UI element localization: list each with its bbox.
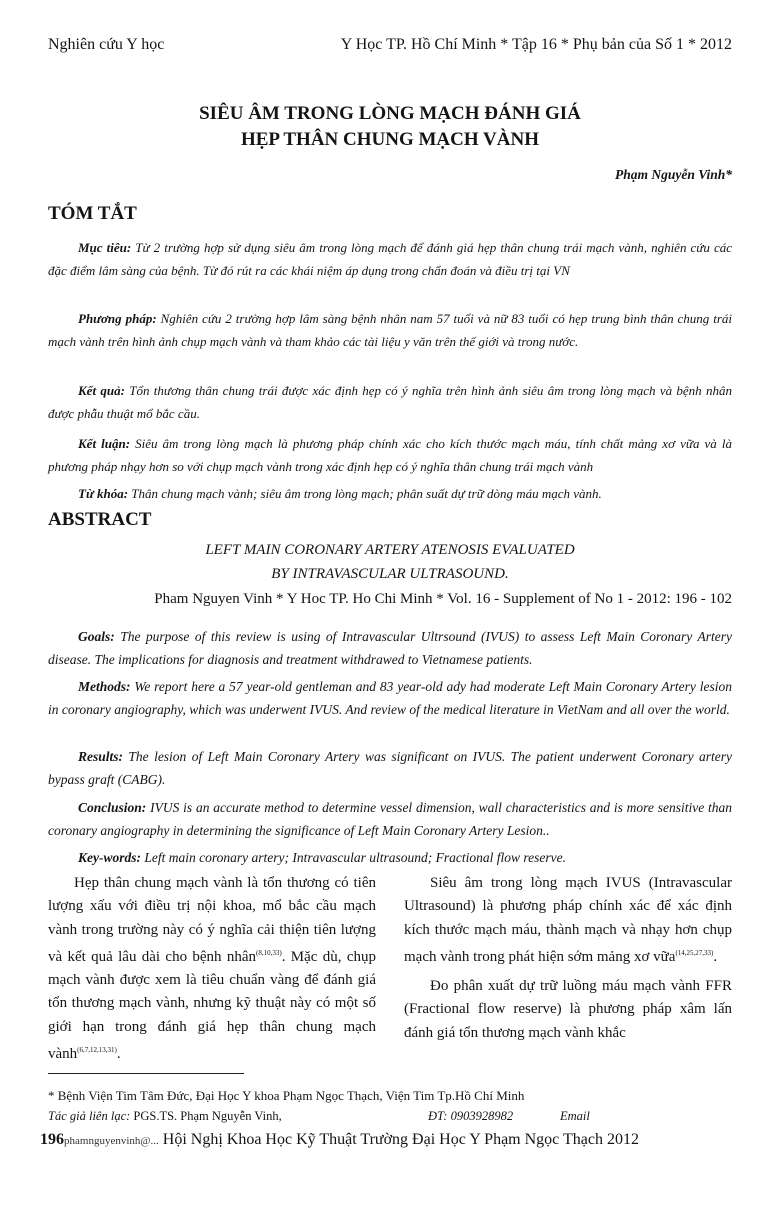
summary-method-label: Phương pháp:	[78, 311, 157, 326]
page-footer	[40, 1131, 639, 1149]
summary-keywords	[48, 482, 732, 505]
article-title-line2: HẸP THÂN CHUNG MẠCH VÀNH	[240, 129, 540, 150]
summary-result-text: Tổn thương thân chung trái được xác định hẹp có ý nghĩa trên hình ảnh siêu âm trong lòng mạch và bệnh nhân được phẫu thuật mổ bắc cầu.	[48, 383, 732, 421]
reference-marker: (8,10,33)	[256, 948, 282, 957]
abstract-heading: ABSTRACT	[48, 509, 152, 530]
abstract-methods-label: Methods:	[78, 679, 131, 694]
footer-email-overlap: phamnguyenvinh@...	[64, 1135, 159, 1147]
summary-method	[48, 307, 732, 353]
summary-keywords-label: Từ khóa:	[78, 486, 129, 501]
abstract-methods-text: We report here a 57 year-old gentleman and 83 year-old ady had moderate Left Main Coronary Artery lesion in coronary angiography, which was underwent IVUS. And review of the medical literature in VietNam and all over the world.	[48, 679, 732, 717]
footnote-affiliation: * Bệnh Viện Tim Tâm Đức, Đại Học Y khoa Phạm Ngọc Thạch, Viện Tim Tp.Hồ Chí Minh	[48, 1088, 525, 1103]
summary-heading: TÓM TẮT	[48, 203, 137, 224]
footnote-contact-name: PGS.TS. Phạm Nguyễn Vinh,	[130, 1109, 282, 1123]
body-right-p1-text: Siêu âm trong lòng mạch IVUS (Intravascular Ultrasound) là phương pháp chính xác để xác định kích thước mạch máu, thành mạch và nhạy hơn chụp mạch vành trong phát hiện sớm mảng xơ vữa	[404, 875, 732, 965]
abstract-conclusion	[48, 796, 732, 842]
abstract-title-line2: BY INTRAVASCULAR ULTRASOUND.	[271, 566, 509, 582]
abstract-results-text: The lesion of Left Main Coronary Artery was significant on IVUS. The patient underwent Coronary artery bypass graft (CABG).	[48, 749, 732, 787]
abstract-results-label: Results:	[78, 749, 124, 764]
abstract-keywords-label: Key-words:	[78, 850, 141, 865]
body-right-p1-end: .	[713, 948, 718, 965]
abstract-goals-label: Goals:	[78, 629, 115, 644]
summary-result-label: Kết quả:	[78, 383, 125, 398]
summary-conclusion-text: Siêu âm trong lòng mạch là phương pháp chính xác cho kích thước mạch máu, tính chất mảng xơ vữa và là phương pháp nhạy hơn so với chụp mạch vành trong xác định hẹp có ý nghĩa thân chung trái mạch vành	[48, 436, 732, 474]
abstract-results	[48, 745, 732, 791]
abstract-citation: Pham Nguyen Vinh * Y Hoc TP. Ho Chi Minh * Vol. 16 - Supplement of No 1 - 2012: 196 - 102	[154, 591, 732, 607]
footnote-phone: ĐT: 0903928982	[428, 1109, 514, 1123]
body-left-column	[48, 872, 376, 1066]
abstract-conclusion-text: IVUS is an accurate method to determine vessel dimension, wall characteristics and is more sensitive than coronary angiography in determining the significance of Left Main Coronary Artery Lesion..	[48, 800, 732, 838]
author-name: Phạm Nguyễn Vinh*	[614, 167, 732, 182]
body-left-text-2: . Mặc dù, chụp mạch vành được xem là tiêu chuẩn vàng để đánh giá tổn thương mạch vành, nhưng kỹ thuật này có một số giới hạn trong đánh giá hẹp thân chung mạch vành	[48, 948, 377, 1063]
running-header-right: Y Học TP. Hồ Chí Minh * Tập 16 * Phụ bản của Số 1 * 2012	[340, 36, 732, 53]
article-title-line1: SIÊU ÂM TRONG LÒNG MẠCH ĐÁNH GIÁ	[199, 103, 581, 124]
summary-keywords-text: Thân chung mạch vành; siêu âm trong lòng mạch; phân suất dự trữ dòng máu mạch vành.	[128, 486, 602, 501]
body-right-paragraph-1	[404, 872, 732, 969]
page-number: 196	[40, 1131, 64, 1148]
summary-method-text: Nghiên cứu 2 trường hợp lâm sàng bệnh nhân nam 57 tuổi và nữ 83 tuổi có hẹp trung bình thân chung trái mạch vành trên hình ảnh chụp mạch vành và tham khảo các tài liệu y văn trên thế giới và trong nước.	[48, 311, 732, 349]
summary-result	[48, 379, 732, 425]
body-right-paragraph-2: Đo phân xuất dự trữ luồng máu mạch vành FFR (Fractional flow reserve) là phương pháp xâm lấn đánh giá tổn thương mạch vành khắc	[404, 978, 732, 1041]
footnote-rule	[48, 1073, 244, 1074]
body-left-text-1: Hẹp thân chung mạch vành là tổn thương có tiên lượng xấu với điều trị nội khoa, mổ bắc cầu mạch vành trong trường này có ý nghĩa cải thiện tiên lượng và kết quả lâu dài cho bệnh nhân	[48, 875, 376, 965]
footnote-email-label: Email	[560, 1109, 590, 1123]
summary-goal	[48, 236, 732, 282]
summary-goal-text: Từ 2 trường hợp sử dụng siêu âm trong lòng mạch để đánh giá hẹp thân chung trái mạch vành, nghiên cứu các đặc điểm lâm sàng của bệnh. Từ đó rút ra các khái niệm áp dụng trong chẩn đoán và điều trị tại VN	[48, 240, 732, 278]
abstract-keywords-text: Left main coronary artery; Intravascular ultrasound; Fractional flow reserve.	[141, 850, 566, 865]
footer-conference: Hội Nghị Khoa Học Kỹ Thuật Trường Đại Học Y Phạm Ngọc Thạch 2012	[162, 1131, 639, 1148]
running-header-left: Nghiên cứu Y học	[48, 36, 165, 53]
footnote-contact	[48, 1109, 282, 1124]
footnote-contact-label: Tác giả liên lạc:	[48, 1109, 131, 1123]
body-right-column	[404, 872, 732, 1045]
summary-conclusion-label: Kết luận:	[78, 436, 131, 451]
abstract-goals-text: The purpose of this review is using of Intravascular Ultrsound (IVUS) to assess Left Main Coronary Artery disease. The implications for diagnosis and treatment withdrawed to Vietnamese patients.	[48, 629, 732, 667]
summary-goal-label: Mục tiêu:	[78, 240, 132, 255]
abstract-methods	[48, 675, 732, 721]
abstract-goals	[48, 625, 732, 671]
abstract-title-line1: LEFT MAIN CORONARY ARTERY ATENOSIS EVALUATED	[205, 542, 575, 558]
abstract-keywords	[48, 846, 732, 869]
reference-marker: (6,7,12,13,31)	[77, 1046, 117, 1055]
reference-marker: (14,25,27,33)	[675, 948, 714, 957]
summary-conclusion	[48, 432, 732, 478]
body-left-text-3: .	[116, 1046, 121, 1063]
abstract-conclusion-label: Conclusion:	[78, 800, 147, 815]
